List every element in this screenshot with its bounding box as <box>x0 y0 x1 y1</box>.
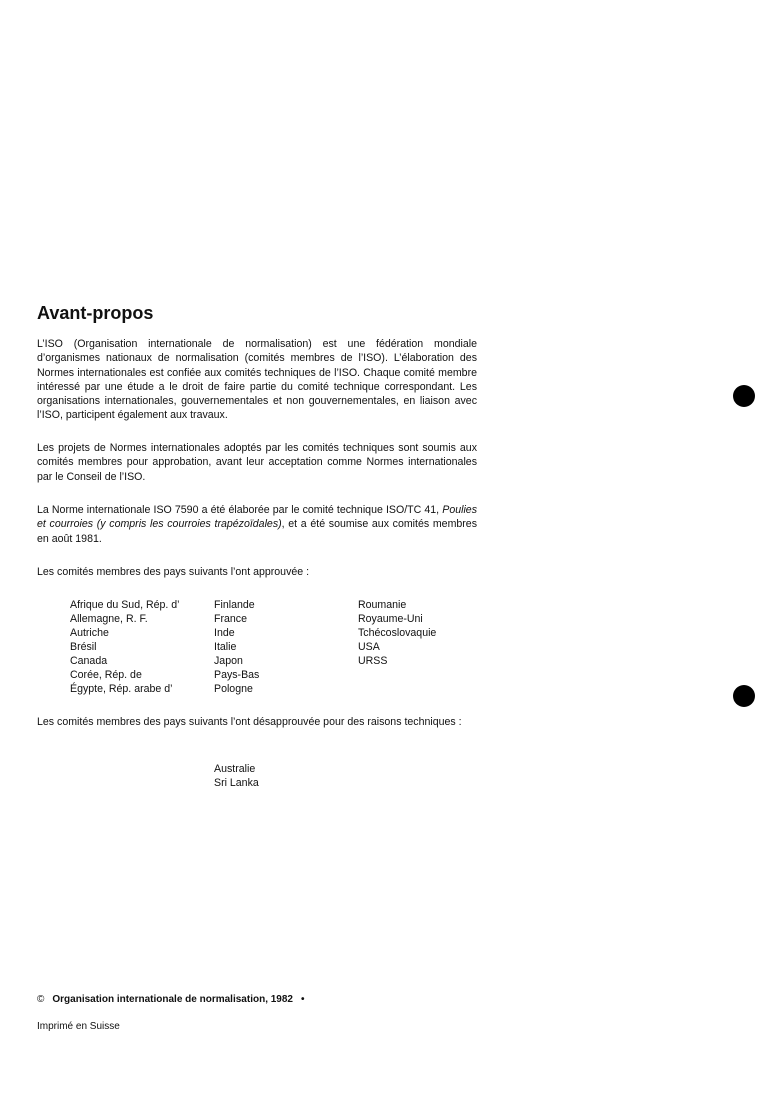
paragraph-approved-intro: Les comités membres des pays suivants l’ont approuvée : <box>37 566 310 578</box>
country-item: Roumanie <box>358 599 407 611</box>
country-item: URSS <box>358 655 388 667</box>
paragraph-disapproved-intro: Les comités membres des pays suivants l’ont désapprouvée pour des raisons techniques : <box>37 716 462 728</box>
page-heading: Avant-propos <box>37 303 154 323</box>
country-item: Japon <box>214 655 243 667</box>
country-item: Allemagne, R. F. <box>70 613 148 625</box>
paragraph-standard-origin <box>37 503 477 546</box>
printed-in-note: Imprimé en Suisse <box>37 1021 120 1032</box>
committee-title: Poulies et courroies (y compris les courroies trapézoïdales) <box>37 504 477 531</box>
country-item: USA <box>358 641 380 653</box>
country-item: Finlande <box>214 599 255 611</box>
country-item: France <box>214 613 247 625</box>
paragraph-iso-intro: L’ISO (Organisation internationale de normalisation) est une fédération mondiale d’organismes nationaux de normalisation (comités membres de l’ISO). L’élaboration des Normes internationales est confiée aux comités techniques de l’ISO. Chaque comité membre intéressé par une étude a le droit de faire partie du comité technique correspondant. Les organisations internationales, gouvernementales et non gouvernementales, en liaison avec l’ISO, participent également aux travaux. <box>37 338 477 422</box>
country-item: Inde <box>214 627 235 639</box>
approving-countries-column-1 <box>70 598 180 696</box>
approving-countries-column-3 <box>358 598 436 668</box>
bullet-icon: • <box>301 994 305 1005</box>
margin-bullet-mark <box>733 685 755 707</box>
copyright-line <box>37 993 305 1007</box>
standard-origin-text-end: , et a été soumise aux comités membres en août 1981. <box>37 518 477 545</box>
country-item: Afrique du Sud, Rép. d’ <box>70 599 180 611</box>
country-item: Égypte, Rép. arabe d’ <box>70 683 173 695</box>
copyright-symbol: © <box>37 994 45 1005</box>
margin-bullet-mark <box>733 385 755 407</box>
paragraph-draft-approval: Les projets de Normes internationales adoptés par les comités techniques sont soumis aux comités membres pour approbation, avant leur acceptation comme Normes internationales par le Conseil de l’ISO. <box>37 442 477 483</box>
country-item: Brésil <box>70 641 97 653</box>
country-item: Royaume-Uni <box>358 613 423 625</box>
country-item: Italie <box>214 641 237 653</box>
country-item: Sri Lanka <box>214 777 259 789</box>
approving-countries-column-2 <box>214 598 259 696</box>
country-item: Canada <box>70 655 108 667</box>
country-item: Pays-Bas <box>214 669 260 681</box>
country-item: Tchécoslovaquie <box>358 627 437 639</box>
country-item: Pologne <box>214 683 253 695</box>
country-item: Australie <box>214 763 256 775</box>
copyright-text: Organisation internationale de normalisation, 1982 <box>52 994 293 1005</box>
standard-origin-text-start: La Norme internationale ISO 7590 a été élaborée par le comité technique ISO/TC 41, <box>37 504 443 516</box>
country-item: Corée, Rép. de <box>70 669 142 681</box>
country-item: Autriche <box>70 627 109 639</box>
disapproving-countries-list <box>214 762 259 790</box>
